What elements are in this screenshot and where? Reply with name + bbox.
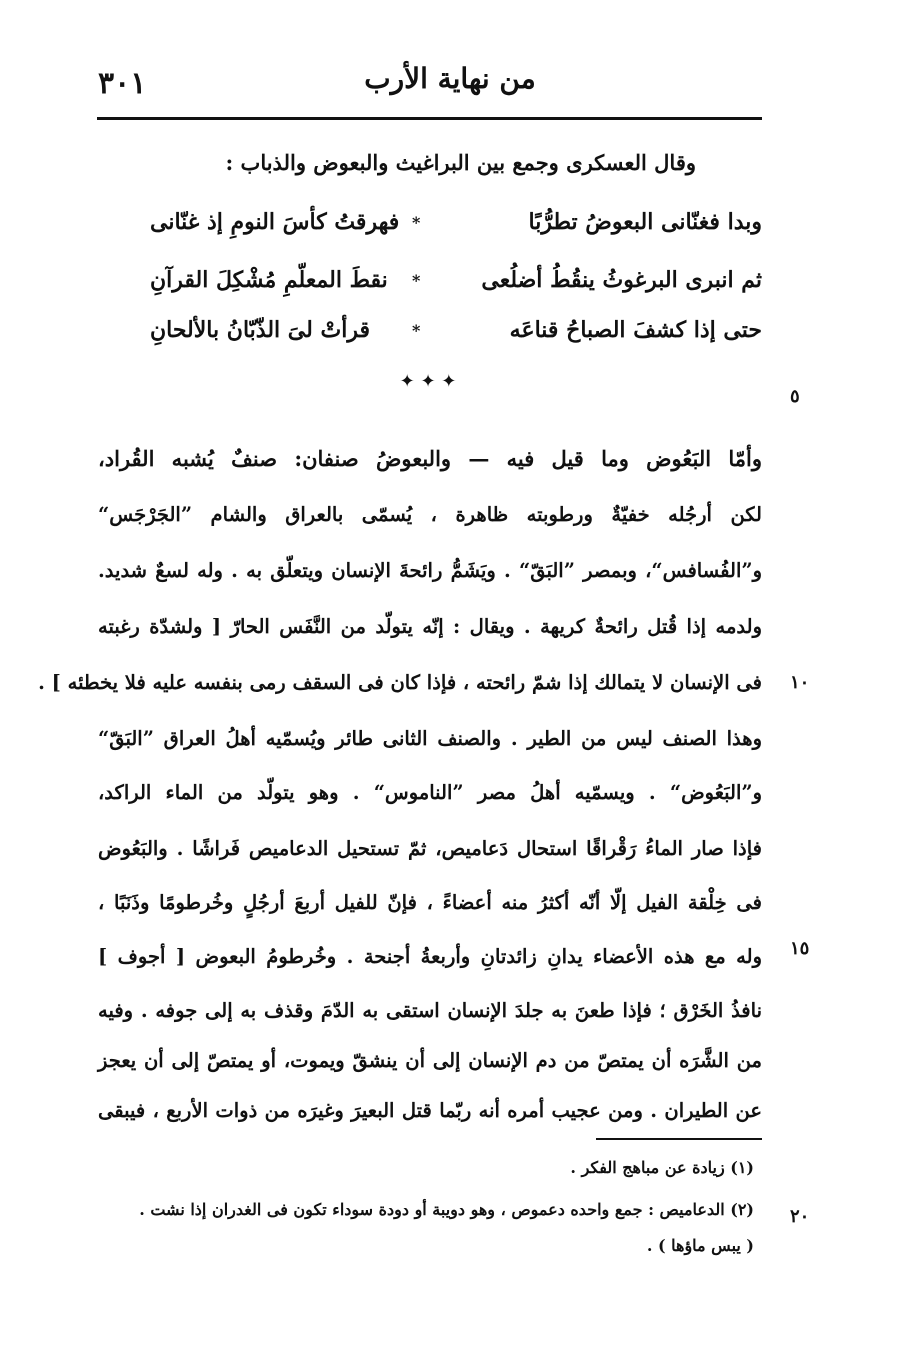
- line-number-marker: ٥: [790, 386, 800, 407]
- page-number: ٣٠١: [98, 66, 147, 101]
- paragraph-line: وهذا الصنف ليس من الطير . والصنف الثانى طائر ويُسمّيه أهلُ العراق ”البَقّ“: [98, 727, 762, 750]
- footnote: (٢) الدعاميص : جمع واحده دعموص ، وهو دويبة أو دودة سوداء تكون فى الغدران إذا نشت .: [139, 1200, 754, 1219]
- verse-second-hemistich: فهرقتُ كأسَ النومِ إذ غنّانى: [150, 209, 400, 235]
- footnote-continuation: ( يبس ماؤها ) .: [646, 1236, 754, 1255]
- verse-first-hemistich: حتى إذا كشفَ الصباحُ قناعَه: [509, 317, 762, 343]
- verse-line: [150, 198, 762, 246]
- paragraph-line: و”البَعُوض“ . ويسمّيه أهلُ مصر ”الناموس“ . وهو يتولّد من الماء الراكد،: [98, 781, 762, 804]
- paragraph-line: من الشَّرَه أن يمتصّ من دم الإنسان إلى أن ينشقّ ويموت، أو يمتصّ إلى أن يعجز: [98, 1049, 762, 1072]
- verse-line: [150, 306, 762, 354]
- line-number-marker: ١٥: [790, 938, 810, 959]
- paragraph-line: عن الطيران . ومن عجيب أمره أنه ربّما قتل البعيرَ وغيرَه من ذوات الأربع ، فيبقى: [98, 1099, 762, 1122]
- verse-first-hemistich: وبدا فغنّانى البعوضُ تطرُّبًا: [528, 209, 762, 235]
- paragraph-line: نافذُ الخَرْق ؛ فإذا طعنَ به جلدَ الإنسان استقى به الدّمَ وقذف به إلى جوفه . وفيه: [98, 999, 762, 1022]
- header-rule: [97, 117, 762, 120]
- verse-second-hemistich: نقطَ المعلّمِ مُشْكِلَ القرآنِ: [150, 267, 388, 293]
- line-number-marker: ٢٠: [790, 1206, 810, 1227]
- footnote-rule: [596, 1138, 762, 1140]
- paragraph-line: فإذا صار الماءُ رَقْراقًا استحال دَعاميص، ثمّ تستحيل الدعاميص فَراشًا . والبَعُوض: [98, 837, 762, 860]
- section-ornament: ✦ ✦ ✦: [399, 371, 457, 392]
- paragraph-line: و”الفُسافس“، وبمصر ”البَقّ“ . ويَشَمُّ رائحةَ الإنسان ويتعلّق به . وله لسعٌ شديد.: [98, 559, 762, 582]
- verse-line: [150, 256, 762, 304]
- line-number-marker: ١٠: [790, 672, 810, 693]
- footnote: (١) زيادة عن مباهج الفكر .: [570, 1158, 754, 1177]
- verse-second-hemistich: قرأتْ لىَ الذّبّانُ بالألحانِ: [150, 317, 370, 343]
- paragraph-line: وأمّا البَعُوض وما قيل فيه — والبعوضُ صنفان: صنفٌ يُشبه القُراد،: [98, 446, 762, 471]
- intro-line: وقال العسكرى وجمع بين البراغيث والبعوض والذباب :: [225, 150, 696, 175]
- paragraph-line: ولدمه إذا قُتل رائحةٌ كريهة . ويقال : إنّه يتولّد من النَّفَس الحارّ [ ولشدّة رغبته: [98, 615, 762, 638]
- running-title: من نهاية الأرب: [364, 62, 536, 95]
- verse-separator: *: [412, 212, 421, 232]
- verse-separator: *: [412, 270, 421, 290]
- paragraph-line: لكن أرجُله خفيّةٌ ورطوبته ظاهرة ، يُسمّى بالعراق والشام ”الجَرْجَس“: [98, 503, 762, 526]
- verse-separator: *: [412, 320, 421, 340]
- paragraph-line: فى الإنسان لا يتمالك إذا شمّ رائحته ، فإذا كان فى السقف رمى بنفسه عليه فلا يخطئه ] .: [38, 671, 762, 694]
- paragraph-line: فى خِلْقة الفيل إلّا أنّه أكثرُ منه أعضاءً ، فإنّ للفيل أربعَ أرجُلٍ وخُرطومًا وذَنَبًا ،: [98, 891, 762, 914]
- verse-first-hemistich: ثم انبرى البرغوثُ ينقُطُ أضلُعى: [481, 267, 762, 293]
- paragraph-line: وله مع هذه الأعضاء يدانِ زائدتانِ وأربعةُ أجنحة . وخُرطومُ البعوض [ أجوف ]: [98, 945, 762, 968]
